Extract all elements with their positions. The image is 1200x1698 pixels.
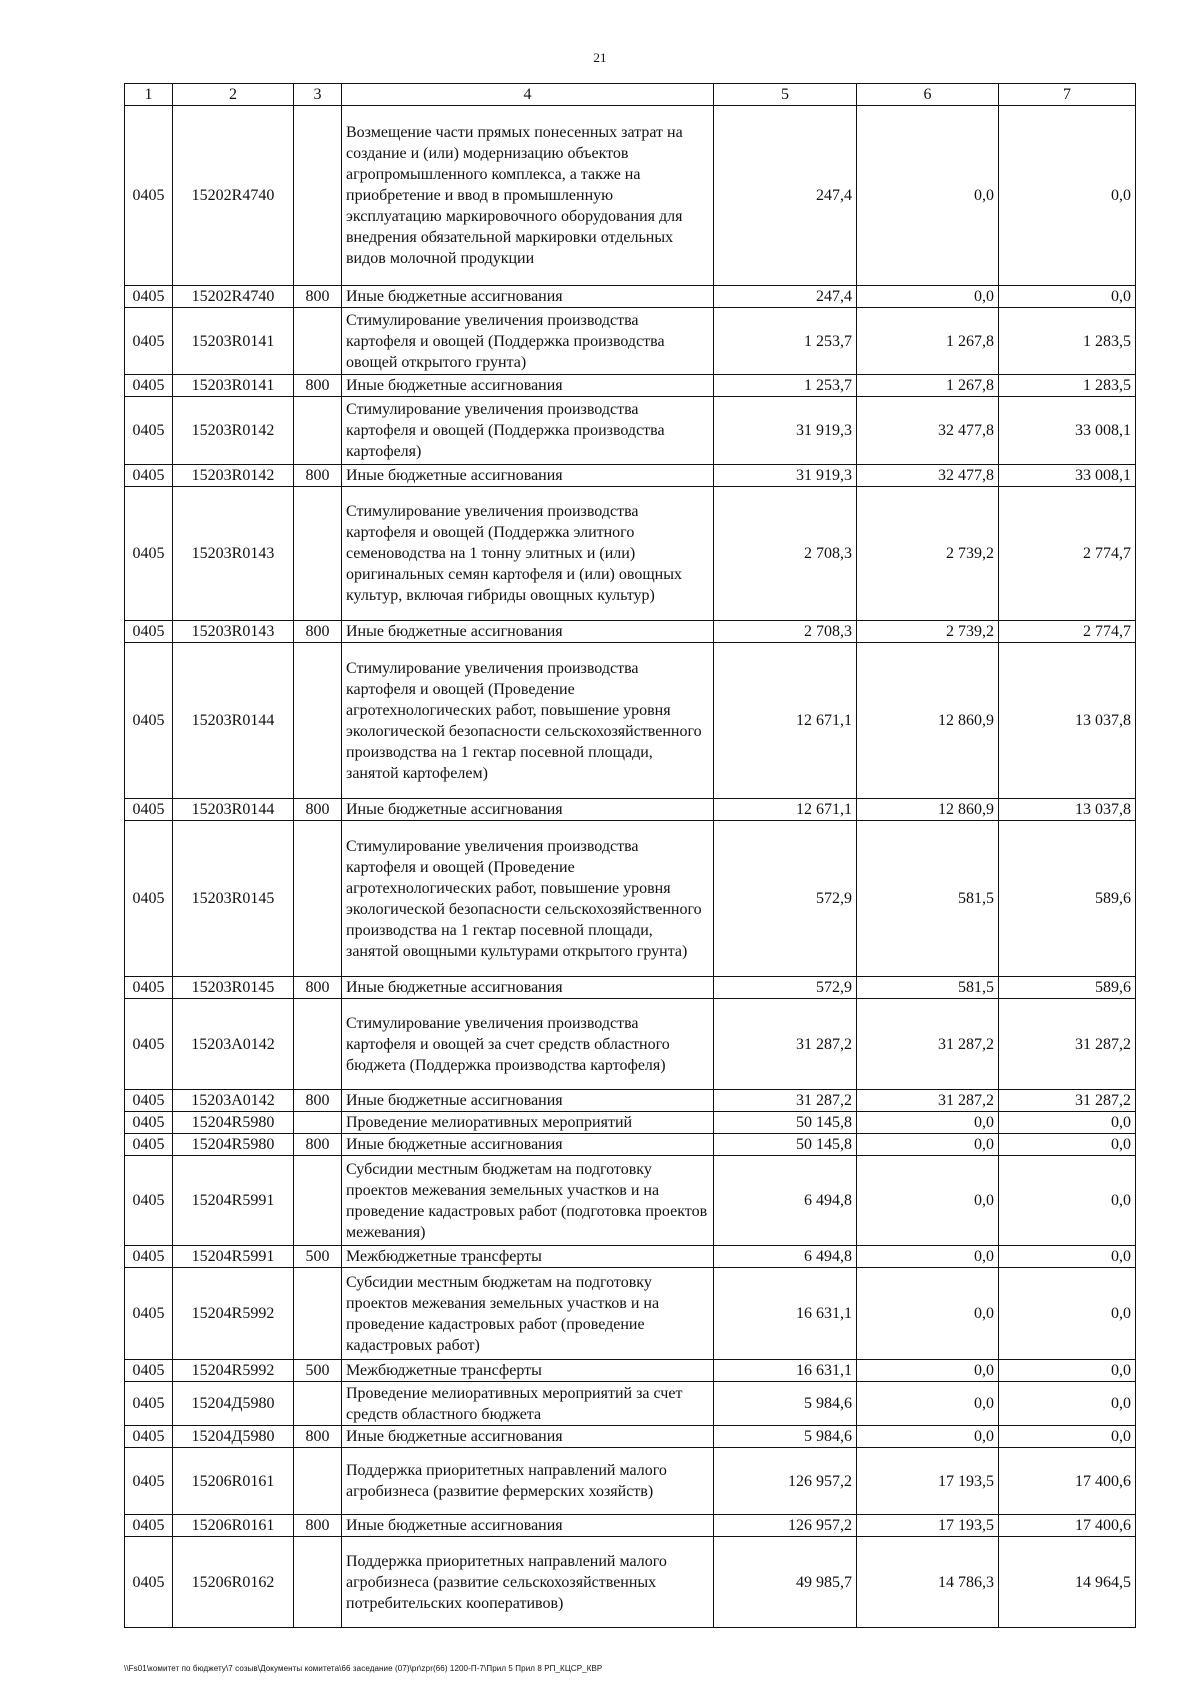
cell-description: Межбюджетные трансферты xyxy=(342,1360,714,1382)
cell-value-col6: 0,0 xyxy=(857,1134,999,1156)
cell-target-code: 15202R4740 xyxy=(173,106,294,286)
cell-description: Стимулирование увеличения производства картофеля и овощей (Поддержка производства картофеля) xyxy=(342,397,714,465)
cell-description: Поддержка приоритетных направлений малого агробизнеса (развитие сельскохозяйственных потребительских кооперативов) xyxy=(342,1537,714,1628)
cell-value-col7: 2 774,7 xyxy=(999,487,1136,621)
cell-value-col7: 17 400,6 xyxy=(999,1515,1136,1537)
cell-value-col5: 572,9 xyxy=(714,977,857,999)
cell-value-col6: 12 860,9 xyxy=(857,799,999,821)
header-col-4: 4 xyxy=(342,84,714,106)
cell-section: 0405 xyxy=(125,1382,173,1426)
table-row xyxy=(125,1112,1136,1134)
cell-value-col6: 0,0 xyxy=(857,1360,999,1382)
cell-expense-type: 500 xyxy=(294,1246,342,1268)
cell-expense-type: 800 xyxy=(294,621,342,643)
table-row xyxy=(125,397,1136,465)
cell-expense-type xyxy=(294,1537,342,1628)
cell-value-col7: 33 008,1 xyxy=(999,397,1136,465)
cell-value-col7: 13 037,8 xyxy=(999,799,1136,821)
cell-target-code: 15204R5992 xyxy=(173,1268,294,1360)
cell-expense-type: 800 xyxy=(294,1134,342,1156)
cell-section: 0405 xyxy=(125,1537,173,1628)
cell-value-col6: 32 477,8 xyxy=(857,397,999,465)
cell-value-col5: 31 287,2 xyxy=(714,1090,857,1112)
table-row xyxy=(125,1156,1136,1246)
cell-value-col5: 50 145,8 xyxy=(714,1134,857,1156)
cell-value-col7: 0,0 xyxy=(999,1268,1136,1360)
cell-value-col6: 17 193,5 xyxy=(857,1448,999,1515)
cell-target-code: 15204R5980 xyxy=(173,1112,294,1134)
cell-expense-type xyxy=(294,106,342,286)
cell-description: Проведение мелиоративных мероприятий за счет средств областного бюджета xyxy=(342,1382,714,1426)
cell-target-code: 15203R0145 xyxy=(173,977,294,999)
cell-section: 0405 xyxy=(125,1360,173,1382)
cell-expense-type xyxy=(294,821,342,977)
cell-value-col6: 1 267,8 xyxy=(857,375,999,397)
cell-value-col5: 2 708,3 xyxy=(714,621,857,643)
table-row xyxy=(125,799,1136,821)
cell-value-col5: 572,9 xyxy=(714,821,857,977)
cell-description: Межбюджетные трансферты xyxy=(342,1246,714,1268)
cell-target-code: 15203R0143 xyxy=(173,487,294,621)
table-row xyxy=(125,1448,1136,1515)
cell-target-code: 15203R0144 xyxy=(173,643,294,799)
cell-value-col7: 31 287,2 xyxy=(999,999,1136,1090)
table-row xyxy=(125,1426,1136,1448)
cell-target-code: 15204R5980 xyxy=(173,1134,294,1156)
cell-value-col6: 1 267,8 xyxy=(857,308,999,375)
cell-expense-type xyxy=(294,1382,342,1426)
cell-description: Иные бюджетные ассигнования xyxy=(342,621,714,643)
cell-value-col7: 589,6 xyxy=(999,821,1136,977)
cell-target-code: 15204R5991 xyxy=(173,1156,294,1246)
header-col-5: 5 xyxy=(714,84,857,106)
cell-expense-type xyxy=(294,643,342,799)
cell-description: Иные бюджетные ассигнования xyxy=(342,1515,714,1537)
cell-section: 0405 xyxy=(125,1090,173,1112)
cell-value-col5: 247,4 xyxy=(714,286,857,308)
table-body xyxy=(125,106,1136,1628)
cell-section: 0405 xyxy=(125,397,173,465)
cell-value-col7: 33 008,1 xyxy=(999,465,1136,487)
table-row xyxy=(125,643,1136,799)
cell-value-col6: 0,0 xyxy=(857,1246,999,1268)
cell-expense-type xyxy=(294,1156,342,1246)
cell-value-col5: 6 494,8 xyxy=(714,1156,857,1246)
cell-expense-type xyxy=(294,1448,342,1515)
cell-value-col6: 0,0 xyxy=(857,1426,999,1448)
cell-value-col6: 14 786,3 xyxy=(857,1537,999,1628)
cell-expense-type: 800 xyxy=(294,375,342,397)
cell-expense-type xyxy=(294,308,342,375)
cell-section: 0405 xyxy=(125,106,173,286)
table-row xyxy=(125,621,1136,643)
table-row xyxy=(125,375,1136,397)
cell-value-col6: 17 193,5 xyxy=(857,1515,999,1537)
cell-section: 0405 xyxy=(125,799,173,821)
cell-description: Иные бюджетные ассигнования xyxy=(342,465,714,487)
table-row xyxy=(125,999,1136,1090)
cell-value-col5: 49 985,7 xyxy=(714,1537,857,1628)
cell-value-col6: 0,0 xyxy=(857,1112,999,1134)
cell-value-col7: 2 774,7 xyxy=(999,621,1136,643)
cell-value-col6: 0,0 xyxy=(857,286,999,308)
cell-section: 0405 xyxy=(125,821,173,977)
cell-value-col5: 1 253,7 xyxy=(714,308,857,375)
table-row xyxy=(125,1515,1136,1537)
cell-description: Иные бюджетные ассигнования xyxy=(342,977,714,999)
cell-section: 0405 xyxy=(125,1134,173,1156)
cell-value-col7: 0,0 xyxy=(999,1246,1136,1268)
cell-description: Субсидии местным бюджетам на подготовку проектов межевания земельных участков и на проведение кадастровых работ (подготовка проектов межевания) xyxy=(342,1156,714,1246)
cell-section: 0405 xyxy=(125,1448,173,1515)
cell-expense-type xyxy=(294,1268,342,1360)
budget-table xyxy=(124,83,1136,1628)
cell-expense-type: 800 xyxy=(294,1515,342,1537)
cell-value-col6: 0,0 xyxy=(857,106,999,286)
cell-value-col5: 31 919,3 xyxy=(714,465,857,487)
cell-value-col5: 2 708,3 xyxy=(714,487,857,621)
cell-value-col5: 5 984,6 xyxy=(714,1382,857,1426)
cell-target-code: 15206R0161 xyxy=(173,1515,294,1537)
cell-value-col5: 6 494,8 xyxy=(714,1246,857,1268)
cell-section: 0405 xyxy=(125,1426,173,1448)
cell-target-code: 15204R5991 xyxy=(173,1246,294,1268)
cell-value-col7: 0,0 xyxy=(999,1426,1136,1448)
cell-description: Возмещение части прямых понесенных затрат на создание и (или) модернизацию объектов агропромышленного комплекса, а также на приобретение и ввод в промышленную эксплуатацию маркировочного оборудования для внедрения обязательной маркировки отдельных видов молочной продукции xyxy=(342,106,714,286)
cell-expense-type: 800 xyxy=(294,799,342,821)
cell-section: 0405 xyxy=(125,286,173,308)
cell-value-col6: 12 860,9 xyxy=(857,643,999,799)
cell-value-col5: 126 957,2 xyxy=(714,1515,857,1537)
cell-value-col7: 17 400,6 xyxy=(999,1448,1136,1515)
cell-section: 0405 xyxy=(125,308,173,375)
cell-description: Субсидии местным бюджетам на подготовку проектов межевания земельных участков и на проведение кадастровых работ (проведение кадастровых работ) xyxy=(342,1268,714,1360)
cell-section: 0405 xyxy=(125,1246,173,1268)
cell-value-col5: 50 145,8 xyxy=(714,1112,857,1134)
cell-value-col7: 31 287,2 xyxy=(999,1090,1136,1112)
cell-value-col6: 2 739,2 xyxy=(857,621,999,643)
cell-value-col7: 0,0 xyxy=(999,1382,1136,1426)
cell-target-code: 15203А0142 xyxy=(173,1090,294,1112)
cell-description: Иные бюджетные ассигнования xyxy=(342,799,714,821)
table-row xyxy=(125,465,1136,487)
cell-value-col5: 126 957,2 xyxy=(714,1448,857,1515)
cell-description: Стимулирование увеличения производства картофеля и овощей (Поддержка элитного семеноводства на 1 тонну элитных и (или) оригинальных семян картофеля и (или) овощных культур, включая гибриды овощных культур) xyxy=(342,487,714,621)
cell-target-code: 15202R4740 xyxy=(173,286,294,308)
cell-section: 0405 xyxy=(125,465,173,487)
cell-value-col6: 0,0 xyxy=(857,1156,999,1246)
cell-section: 0405 xyxy=(125,643,173,799)
table-row xyxy=(125,1360,1136,1382)
cell-value-col5: 12 671,1 xyxy=(714,799,857,821)
table-row xyxy=(125,1537,1136,1628)
table-row xyxy=(125,1090,1136,1112)
cell-value-col5: 31 287,2 xyxy=(714,999,857,1090)
cell-section: 0405 xyxy=(125,375,173,397)
cell-section: 0405 xyxy=(125,487,173,621)
cell-value-col7: 1 283,5 xyxy=(999,308,1136,375)
cell-target-code: 15203R0143 xyxy=(173,621,294,643)
table-row xyxy=(125,286,1136,308)
cell-value-col6: 581,5 xyxy=(857,977,999,999)
cell-description: Иные бюджетные ассигнования xyxy=(342,1134,714,1156)
cell-target-code: 15203R0142 xyxy=(173,397,294,465)
table-row xyxy=(125,1268,1136,1360)
header-col-7: 7 xyxy=(999,84,1136,106)
header-col-1: 1 xyxy=(125,84,173,106)
cell-expense-type: 800 xyxy=(294,1426,342,1448)
cell-description: Проведение мелиоративных мероприятий xyxy=(342,1112,714,1134)
table-row xyxy=(125,106,1136,286)
cell-value-col6: 31 287,2 xyxy=(857,999,999,1090)
footer-file-path: \\Fs01\комитет по бюджету\7 созыв\Документы комитета\66 заседание (07)\pr\zpr(66) 1200-П-7\Прил 5 Прил 8 РП_КЦСР_КВР xyxy=(124,1664,603,1673)
cell-description: Иные бюджетные ассигнования xyxy=(342,286,714,308)
cell-description: Иные бюджетные ассигнования xyxy=(342,1090,714,1112)
cell-value-col7: 0,0 xyxy=(999,1112,1136,1134)
cell-expense-type: 800 xyxy=(294,465,342,487)
cell-target-code: 15203А0142 xyxy=(173,999,294,1090)
cell-description: Стимулирование увеличения производства картофеля и овощей за счет средств областного бюджета (Поддержка производства картофеля) xyxy=(342,999,714,1090)
page-number: 21 xyxy=(593,50,607,65)
header-row xyxy=(125,84,1136,106)
table-row xyxy=(125,821,1136,977)
cell-section: 0405 xyxy=(125,1112,173,1134)
cell-expense-type xyxy=(294,1112,342,1134)
cell-target-code: 15203R0141 xyxy=(173,308,294,375)
table-row xyxy=(125,487,1136,621)
cell-value-col5: 16 631,1 xyxy=(714,1360,857,1382)
cell-description: Поддержка приоритетных направлений малого агробизнеса (развитие фермерских хозяйств) xyxy=(342,1448,714,1515)
cell-target-code: 15204Д5980 xyxy=(173,1382,294,1426)
cell-description: Иные бюджетные ассигнования xyxy=(342,375,714,397)
cell-value-col7: 13 037,8 xyxy=(999,643,1136,799)
cell-target-code: 15203R0144 xyxy=(173,799,294,821)
cell-expense-type: 800 xyxy=(294,977,342,999)
cell-description: Стимулирование увеличения производства картофеля и овощей (Проведение агротехнологических работ, повышение уровня экологической безопасности сельскохозяйственного производства на 1 гектар посевной площади, занятой картофелем) xyxy=(342,643,714,799)
cell-target-code: 15204Д5980 xyxy=(173,1426,294,1448)
table-header xyxy=(125,84,1136,106)
cell-expense-type: 800 xyxy=(294,1090,342,1112)
cell-value-col6: 581,5 xyxy=(857,821,999,977)
table-row xyxy=(125,1382,1136,1426)
table-row xyxy=(125,1134,1136,1156)
cell-expense-type: 800 xyxy=(294,286,342,308)
cell-section: 0405 xyxy=(125,1156,173,1246)
cell-target-code: 15203R0142 xyxy=(173,465,294,487)
cell-value-col6: 32 477,8 xyxy=(857,465,999,487)
cell-section: 0405 xyxy=(125,977,173,999)
cell-description: Стимулирование увеличения производства картофеля и овощей (Поддержка производства овощей открытого грунта) xyxy=(342,308,714,375)
cell-expense-type xyxy=(294,397,342,465)
cell-section: 0405 xyxy=(125,1268,173,1360)
cell-value-col7: 0,0 xyxy=(999,1134,1136,1156)
cell-value-col5: 16 631,1 xyxy=(714,1268,857,1360)
cell-expense-type xyxy=(294,999,342,1090)
cell-target-code: 15203R0141 xyxy=(173,375,294,397)
table-row xyxy=(125,308,1136,375)
cell-value-col5: 247,4 xyxy=(714,106,857,286)
cell-section: 0405 xyxy=(125,999,173,1090)
cell-value-col7: 0,0 xyxy=(999,286,1136,308)
cell-section: 0405 xyxy=(125,1515,173,1537)
table-row xyxy=(125,977,1136,999)
cell-description: Иные бюджетные ассигнования xyxy=(342,1426,714,1448)
header-col-2: 2 xyxy=(173,84,294,106)
cell-target-code: 15203R0145 xyxy=(173,821,294,977)
cell-value-col5: 1 253,7 xyxy=(714,375,857,397)
cell-value-col6: 0,0 xyxy=(857,1382,999,1426)
cell-target-code: 15206R0162 xyxy=(173,1537,294,1628)
cell-target-code: 15204R5992 xyxy=(173,1360,294,1382)
cell-value-col6: 2 739,2 xyxy=(857,487,999,621)
header-col-6: 6 xyxy=(857,84,999,106)
cell-value-col7: 589,6 xyxy=(999,977,1136,999)
cell-value-col5: 5 984,6 xyxy=(714,1426,857,1448)
cell-expense-type xyxy=(294,487,342,621)
cell-value-col7: 1 283,5 xyxy=(999,375,1136,397)
cell-expense-type: 500 xyxy=(294,1360,342,1382)
cell-value-col7: 0,0 xyxy=(999,106,1136,286)
cell-value-col7: 0,0 xyxy=(999,1156,1136,1246)
table-row xyxy=(125,1246,1136,1268)
cell-section: 0405 xyxy=(125,621,173,643)
header-col-3: 3 xyxy=(294,84,342,106)
cell-value-col7: 14 964,5 xyxy=(999,1537,1136,1628)
cell-description: Стимулирование увеличения производства картофеля и овощей (Проведение агротехнологических работ, повышение уровня экологической безопасности сельскохозяйственного производства на 1 гектар посевной площади, занятой овощными культурами открытого грунта) xyxy=(342,821,714,977)
cell-target-code: 15206R0161 xyxy=(173,1448,294,1515)
cell-value-col6: 0,0 xyxy=(857,1268,999,1360)
cell-value-col5: 31 919,3 xyxy=(714,397,857,465)
cell-value-col7: 0,0 xyxy=(999,1360,1136,1382)
cell-value-col5: 12 671,1 xyxy=(714,643,857,799)
cell-value-col6: 31 287,2 xyxy=(857,1090,999,1112)
